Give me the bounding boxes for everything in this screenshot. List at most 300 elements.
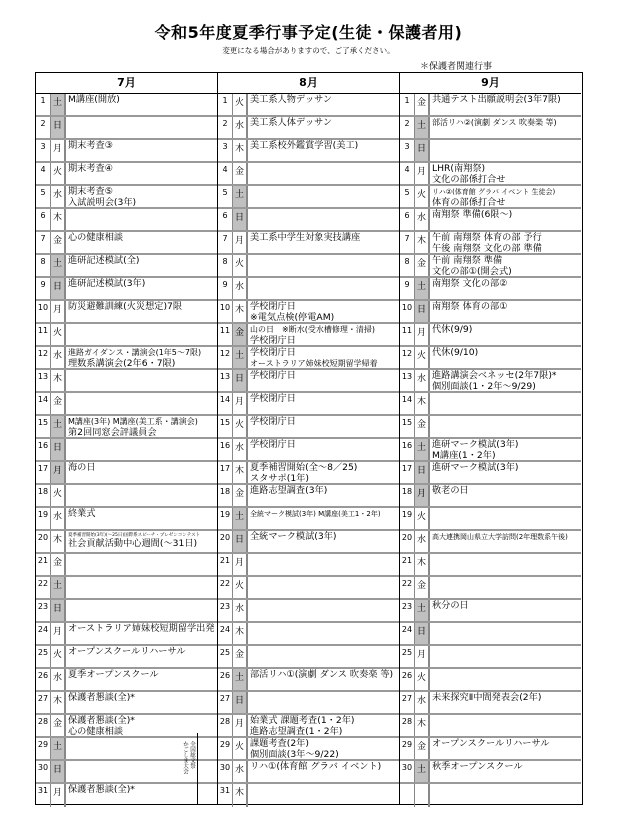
event-cell — [430, 508, 581, 529]
event-cell — [248, 462, 399, 483]
day-row — [400, 209, 581, 232]
weekday: 日 — [51, 278, 66, 299]
weekday: 月 — [51, 140, 66, 161]
day-number: 26 — [218, 669, 233, 690]
event-text: 学校閉庁日 — [250, 439, 296, 450]
day-number: 5 — [36, 186, 51, 207]
day-row — [36, 163, 217, 186]
day-row — [400, 94, 581, 117]
event-text: 秋季オープンスクール — [432, 761, 523, 772]
event-cell — [66, 232, 217, 253]
event-cell — [430, 278, 581, 299]
weekday: 水 — [51, 669, 66, 690]
day-row — [36, 324, 217, 347]
event-cell — [430, 646, 581, 667]
event-cell — [248, 784, 399, 807]
weekday: 水 — [415, 209, 430, 230]
event-cell — [430, 117, 581, 138]
day-number: 6 — [218, 209, 233, 230]
day-number: 24 — [218, 623, 233, 644]
event-text: オーストラリア姉妹校短期留学帰着 — [250, 358, 378, 368]
day-number: 15 — [218, 416, 233, 437]
event-cell — [430, 140, 581, 161]
day-row — [218, 439, 399, 462]
event-cell — [430, 669, 581, 690]
event-text: 個別面談(1・2年～9/29) — [432, 380, 536, 391]
weekday: 土 — [51, 416, 66, 437]
day-row — [400, 393, 581, 416]
day-number: 20 — [218, 531, 233, 552]
month-header: 8月 — [218, 73, 399, 94]
event-text: 進路志望調査(3年) — [250, 485, 328, 496]
weekday: 火 — [233, 416, 248, 437]
event-text: リハ②(体育館 グラバ イベント 生徒会) — [432, 188, 556, 196]
event-cell — [66, 646, 217, 667]
event-cell — [430, 485, 581, 506]
event-cell — [430, 738, 581, 759]
day-row — [400, 370, 581, 393]
day-number: 25 — [218, 646, 233, 667]
weekday: 土 — [51, 738, 66, 759]
day-row — [218, 117, 399, 140]
event-text: ※電気点検(停電AM) — [250, 311, 335, 322]
day-row — [400, 255, 581, 278]
day-number: 19 — [400, 508, 415, 529]
weekday: 金 — [51, 393, 66, 414]
event-cell — [430, 347, 581, 368]
event-text: 全統マーク模試(3年) M講座(美工1・2年) — [250, 510, 381, 518]
event-cell — [430, 324, 581, 345]
day-number: 14 — [36, 393, 51, 414]
day-row — [218, 278, 399, 301]
day-row — [400, 232, 581, 255]
weekday: 水 — [233, 439, 248, 460]
weekday: 土 — [51, 94, 66, 115]
weekday: 日 — [51, 761, 66, 782]
event-text: 進路志望調査(1・2年) — [250, 725, 343, 736]
weekday: 火 — [415, 347, 430, 368]
weekday: 月 — [233, 715, 248, 736]
event-cell — [66, 600, 217, 621]
day-number: 23 — [218, 600, 233, 621]
day-number: 30 — [218, 761, 233, 782]
weekday: 水 — [233, 278, 248, 299]
event-cell — [248, 370, 399, 391]
weekday: 水 — [233, 117, 248, 138]
event-text: 学校閉庁日 — [250, 301, 296, 312]
day-row — [400, 623, 581, 646]
event-cell — [430, 531, 581, 552]
day-row — [400, 508, 581, 531]
day-number: 16 — [400, 439, 415, 460]
weekday: 月 — [415, 324, 430, 345]
event-text: 社会貢献活動中心週間(～31日) — [68, 538, 198, 549]
day-number: 6 — [400, 209, 415, 230]
event-cell — [248, 163, 399, 184]
event-cell — [66, 623, 217, 644]
event-text: 心の健康相談 — [68, 725, 124, 736]
event-cell — [430, 692, 581, 713]
weekday: 火 — [233, 255, 248, 276]
day-number: 25 — [400, 646, 415, 667]
event-cell — [430, 600, 581, 621]
day-row — [400, 462, 581, 485]
weekday: 金 — [415, 738, 430, 759]
day-number: 17 — [400, 462, 415, 483]
event-text: 進路講演会ベネッセ(2年7限)* — [432, 370, 557, 381]
day-row — [218, 531, 399, 554]
weekday: 月 — [51, 784, 66, 807]
event-cell — [430, 554, 581, 575]
weekday: 火 — [415, 508, 430, 529]
day-row — [218, 646, 399, 669]
event-cell — [66, 715, 217, 736]
day-number: 26 — [36, 669, 51, 690]
event-text: 部活リハ①(演劇 ダンス 吹奏楽 等) — [250, 669, 394, 680]
day-row — [218, 232, 399, 255]
day-number: 14 — [400, 393, 415, 414]
event-cell — [66, 531, 217, 552]
event-cell — [66, 485, 217, 506]
event-cell — [248, 646, 399, 667]
day-row — [400, 784, 581, 807]
day-row — [218, 140, 399, 163]
event-cell — [248, 324, 399, 345]
weekday: 月 — [415, 485, 430, 506]
day-row — [218, 554, 399, 577]
event-text: 終業式 — [68, 508, 96, 519]
weekday: 金 — [51, 554, 66, 575]
event-cell — [248, 600, 399, 621]
day-number: 26 — [400, 669, 415, 690]
day-row — [36, 600, 217, 623]
day-number: 12 — [400, 347, 415, 368]
event-text: 代休(9/9) — [432, 324, 473, 335]
day-number: 9 — [400, 278, 415, 299]
event-cell — [248, 140, 399, 161]
weekday: 金 — [415, 94, 430, 115]
event-cell — [430, 186, 581, 207]
weekday: 木 — [233, 623, 248, 644]
day-number: 13 — [400, 370, 415, 391]
day-number: 4 — [400, 163, 415, 184]
day-number: 7 — [400, 232, 415, 253]
day-number: 3 — [218, 140, 233, 161]
day-number: 5 — [400, 186, 415, 207]
day-row — [218, 393, 399, 416]
day-row — [36, 255, 217, 278]
day-number: 11 — [400, 324, 415, 345]
event-text: 美工系中学生対象実技講座 — [250, 232, 361, 243]
weekday: 木 — [51, 692, 66, 713]
day-number: 2 — [36, 117, 51, 138]
event-cell — [66, 370, 217, 391]
event-text: 文化の部係打合せ — [432, 173, 506, 184]
event-text: 保護者懇談(全)* — [68, 784, 135, 795]
event-cell — [248, 186, 399, 207]
day-number: 13 — [218, 370, 233, 391]
event-cell — [66, 117, 217, 138]
day-number: 3 — [36, 140, 51, 161]
day-row — [36, 209, 217, 232]
day-row — [218, 301, 399, 324]
month-column — [399, 73, 581, 804]
day-number: 16 — [36, 439, 51, 460]
event-text: スタサポ(1年) — [250, 472, 309, 483]
day-number — [400, 784, 415, 807]
day-number: 30 — [36, 761, 51, 782]
day-number: 1 — [400, 94, 415, 115]
event-text: 南翔祭 準備(6限～) — [432, 209, 513, 220]
weekday: 木 — [233, 301, 248, 322]
day-row — [36, 554, 217, 577]
weekday: 火 — [51, 324, 66, 345]
event-cell — [66, 209, 217, 230]
day-row — [36, 531, 217, 554]
day-row — [218, 163, 399, 186]
day-row — [218, 784, 399, 807]
weekday: 火 — [51, 646, 66, 667]
weekday: 木 — [415, 232, 430, 253]
day-number: 22 — [218, 577, 233, 598]
day-number: 30 — [400, 761, 415, 782]
day-row — [36, 232, 217, 255]
day-row — [218, 462, 399, 485]
day-row — [400, 301, 581, 324]
weekday: 火 — [51, 485, 66, 506]
weekday: 金 — [233, 485, 248, 506]
weekday: 月 — [51, 623, 66, 644]
month-header: 7月 — [36, 73, 217, 94]
month-column — [217, 73, 399, 804]
weekday: 土 — [233, 508, 248, 529]
day-number: 29 — [218, 738, 233, 759]
side-note — [176, 735, 206, 803]
day-row — [36, 347, 217, 370]
event-cell — [430, 761, 581, 782]
weekday: 土 — [415, 117, 430, 138]
day-row — [400, 692, 581, 715]
day-row — [218, 623, 399, 646]
event-cell — [248, 347, 399, 368]
event-text: 秋分の日 — [432, 600, 469, 611]
day-row — [36, 669, 217, 692]
event-text: 美工系校外鑑賞学習(美工) — [250, 140, 359, 151]
event-cell — [248, 439, 399, 460]
event-text: 保護者懇談(全)* — [68, 715, 135, 726]
event-cell — [66, 347, 217, 368]
day-number: 9 — [36, 278, 51, 299]
weekday: 日 — [233, 692, 248, 713]
event-text: 防災避難訓練(火災想定)7限 — [68, 301, 183, 312]
day-row — [218, 692, 399, 715]
day-row — [400, 324, 581, 347]
day-number: 18 — [36, 485, 51, 506]
event-cell — [66, 692, 217, 713]
day-row — [400, 738, 581, 761]
day-number: 22 — [36, 577, 51, 598]
day-row — [400, 669, 581, 692]
weekday: 木 — [51, 209, 66, 230]
day-number: 7 — [218, 232, 233, 253]
event-text: 海の日 — [68, 462, 96, 473]
day-row — [36, 393, 217, 416]
event-text: 午前 南翔祭 体育の部 予行 — [432, 232, 542, 243]
event-text: 期末考査③ — [68, 140, 113, 151]
weekday: 火 — [51, 163, 66, 184]
day-number: 25 — [36, 646, 51, 667]
weekday: 月 — [233, 554, 248, 575]
event-cell — [248, 738, 399, 759]
weekday: 金 — [51, 232, 66, 253]
weekday: 土 — [233, 347, 248, 368]
weekday: 金 — [233, 646, 248, 667]
event-cell — [248, 623, 399, 644]
event-cell — [430, 577, 581, 598]
day-number: 24 — [36, 623, 51, 644]
day-row — [218, 669, 399, 692]
event-text: 進研記述模試(3年) — [68, 278, 146, 289]
event-text: 第2回同窓会評議員会 — [68, 426, 157, 437]
day-row — [218, 255, 399, 278]
day-number: 27 — [218, 692, 233, 713]
weekday: 火 — [233, 738, 248, 759]
weekday: 金 — [51, 715, 66, 736]
day-row — [36, 508, 217, 531]
day-row — [36, 623, 217, 646]
weekday: 月 — [233, 393, 248, 414]
weekday: 土 — [415, 600, 430, 621]
day-row — [36, 140, 217, 163]
event-cell — [66, 508, 217, 529]
weekday: 水 — [233, 761, 248, 782]
event-cell — [248, 255, 399, 276]
day-row — [218, 94, 399, 117]
event-cell — [66, 255, 217, 276]
event-text: オープンスクールリハーサル — [68, 646, 186, 657]
event-cell — [66, 577, 217, 598]
event-cell — [248, 715, 399, 736]
event-text: 学校閉庁日 — [250, 393, 296, 404]
day-row — [400, 117, 581, 140]
day-row — [36, 117, 217, 140]
day-number: 20 — [36, 531, 51, 552]
event-cell — [248, 577, 399, 598]
event-text: 夏季補習開始(3年)(～25日)国際系スピーチ・プレゼンコンテスト — [68, 533, 201, 538]
day-row — [36, 692, 217, 715]
day-number: 19 — [218, 508, 233, 529]
day-row — [400, 715, 581, 738]
day-number: 18 — [218, 485, 233, 506]
day-number: 19 — [36, 508, 51, 529]
event-cell — [430, 416, 581, 437]
legend-note: ＊保護者関連行事 — [420, 62, 493, 72]
day-row — [36, 577, 217, 600]
day-row — [218, 738, 399, 761]
day-number: 18 — [400, 485, 415, 506]
event-cell — [430, 393, 581, 414]
weekday: 水 — [51, 186, 66, 207]
event-text: 入試説明会(3年) — [68, 196, 137, 207]
day-number: 6 — [36, 209, 51, 230]
weekday: 木 — [233, 140, 248, 161]
day-row — [36, 94, 217, 117]
day-number: 8 — [400, 255, 415, 276]
event-cell — [248, 301, 399, 322]
event-cell — [66, 278, 217, 299]
weekday: 日 — [415, 140, 430, 161]
event-cell — [248, 669, 399, 690]
weekday: 木 — [51, 531, 66, 552]
event-text: 学校閉庁日 — [250, 370, 296, 381]
weekday: 金 — [415, 255, 430, 276]
weekday: 火 — [415, 669, 430, 690]
day-row — [36, 439, 217, 462]
weekday: 日 — [51, 439, 66, 460]
event-text: 学校閉庁日 — [250, 334, 296, 345]
event-text: 始業式 課題考査(1・2年) — [250, 715, 355, 726]
event-cell — [430, 462, 581, 483]
weekday: 月 — [415, 646, 430, 667]
weekday: 月 — [51, 301, 66, 322]
event-cell — [248, 416, 399, 437]
day-row — [400, 163, 581, 186]
weekday: 日 — [233, 209, 248, 230]
event-text: 学校閉庁日 — [250, 347, 296, 358]
event-text: 進研マーク模試(3年) — [432, 439, 519, 450]
event-cell — [430, 370, 581, 391]
weekday: 木 — [51, 370, 66, 391]
day-number: 22 — [400, 577, 415, 598]
event-text: 未来探究Ⅱ中間発表会(2年) — [432, 692, 542, 703]
event-cell — [248, 761, 399, 782]
event-cell — [248, 232, 399, 253]
event-text: 夏季補習開始(全～8／25) — [250, 462, 358, 473]
weekday: 日 — [233, 370, 248, 391]
weekday: 木 — [415, 715, 430, 736]
day-row — [36, 485, 217, 508]
event-cell — [430, 94, 581, 115]
event-cell — [430, 784, 581, 807]
event-cell — [430, 163, 581, 184]
event-text: 午前 南翔祭 準備 — [432, 255, 503, 266]
day-row — [218, 577, 399, 600]
day-row — [218, 186, 399, 209]
event-cell — [248, 278, 399, 299]
weekday — [415, 784, 430, 807]
day-row — [36, 301, 217, 324]
day-number: 21 — [36, 554, 51, 575]
day-number: 23 — [400, 600, 415, 621]
day-number: 21 — [218, 554, 233, 575]
event-cell — [248, 209, 399, 230]
weekday: 水 — [51, 508, 66, 529]
day-row — [400, 140, 581, 163]
day-number: 21 — [400, 554, 415, 575]
day-number: 3 — [400, 140, 415, 161]
event-cell — [430, 301, 581, 322]
event-text: 進研記述模試(全) — [68, 255, 140, 266]
event-text: 期末考査④ — [68, 163, 113, 174]
day-number: 20 — [400, 531, 415, 552]
day-number: 10 — [36, 301, 51, 322]
day-number: 31 — [36, 784, 51, 807]
event-cell — [66, 462, 217, 483]
weekday: 土 — [233, 186, 248, 207]
weekday: 日 — [415, 462, 430, 483]
day-row — [400, 761, 581, 784]
day-row — [400, 600, 581, 623]
